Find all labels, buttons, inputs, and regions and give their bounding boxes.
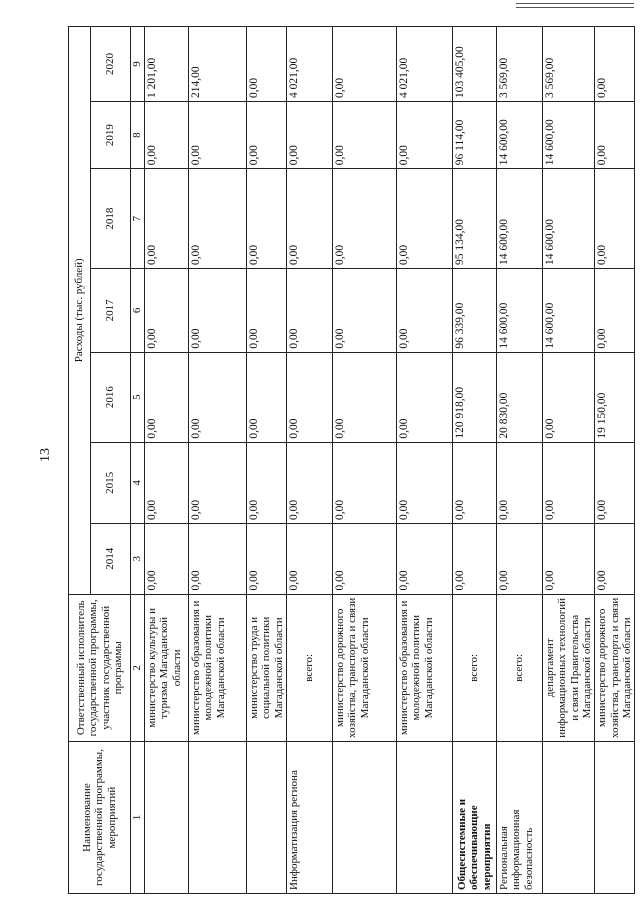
row-executor: министерство образования и молодежной политики Магаданской области <box>397 594 453 742</box>
header-year: 2019 <box>91 101 131 168</box>
header-year: 2018 <box>91 169 131 269</box>
row-value: 0,00 <box>595 524 635 595</box>
row-value: 3 569,00 <box>497 27 543 102</box>
row-value: 0,00 <box>287 442 333 523</box>
row-value: 0,00 <box>397 442 453 523</box>
row-value: 0,00 <box>247 169 287 269</box>
row-value: 0,00 <box>333 169 397 269</box>
row-value: 0,00 <box>247 269 287 353</box>
row-value: 0,00 <box>189 442 247 523</box>
row-name <box>189 742 247 894</box>
table-row <box>397 27 453 894</box>
row-value: 19 150,00 <box>595 352 635 442</box>
row-value: 1 201,00 <box>145 27 189 102</box>
row-value: 0,00 <box>189 352 247 442</box>
row-value: 0,00 <box>333 524 397 595</box>
rotated-table-container <box>68 26 633 894</box>
table-row <box>333 27 397 894</box>
row-value: 0,00 <box>247 442 287 523</box>
row-value: 0,00 <box>247 352 287 442</box>
row-value: 0,00 <box>287 101 333 168</box>
row-name: Общесистемные и обеспечивающие мероприятия <box>453 742 497 894</box>
row-value: 0,00 <box>397 352 453 442</box>
table-row <box>543 27 595 894</box>
row-value: 0,00 <box>397 169 453 269</box>
row-name <box>247 742 287 894</box>
header-year: 2017 <box>91 269 131 353</box>
header-year: 2015 <box>91 442 131 523</box>
row-value: 0,00 <box>145 101 189 168</box>
table-row <box>287 27 333 894</box>
column-number: 4 <box>131 442 145 523</box>
row-value: 14 600,00 <box>543 169 595 269</box>
row-value: 103 405,00 <box>453 27 497 102</box>
table-row <box>145 27 189 894</box>
row-value: 0,00 <box>247 101 287 168</box>
row-value: 0,00 <box>595 101 635 168</box>
table-row <box>497 27 543 894</box>
column-number: 6 <box>131 269 145 353</box>
row-value: 0,00 <box>287 269 333 353</box>
row-executor: министерство культуры и туризма Магаданской области <box>145 594 189 742</box>
row-executor: министерство образования и молодежной политики Магаданской области <box>189 594 247 742</box>
column-number: 5 <box>131 352 145 442</box>
column-number: 8 <box>131 101 145 168</box>
row-value: 0,00 <box>397 101 453 168</box>
row-value: 0,00 <box>287 524 333 595</box>
row-value: 0,00 <box>595 269 635 353</box>
row-name <box>333 742 397 894</box>
row-name: Информатизация региона <box>287 742 333 894</box>
column-number: 7 <box>131 169 145 269</box>
row-value: 96 114,00 <box>453 101 497 168</box>
row-value: 14 600,00 <box>543 269 595 353</box>
row-executor: департамент информационных технологий и связи Правительства Магаданской области <box>543 594 595 742</box>
row-value: 0,00 <box>247 524 287 595</box>
row-value: 0,00 <box>595 169 635 269</box>
row-value: 0,00 <box>543 352 595 442</box>
row-value: 0,00 <box>397 269 453 353</box>
row-value: 120 918,00 <box>453 352 497 442</box>
row-value: 0,00 <box>543 524 595 595</box>
row-value: 4 021,00 <box>287 27 333 102</box>
header-name: Наименование государственной программы, мероприятий <box>69 742 131 894</box>
row-value: 0,00 <box>333 101 397 168</box>
row-value: 0,00 <box>287 169 333 269</box>
row-value: 95 134,00 <box>453 169 497 269</box>
row-value: 0,00 <box>287 352 333 442</box>
header-year: 2020 <box>91 27 131 102</box>
row-value: 3 569,00 <box>543 27 595 102</box>
row-value: 0,00 <box>333 442 397 523</box>
row-value: 0,00 <box>189 269 247 353</box>
row-executor: всего: <box>287 594 333 742</box>
table-row <box>189 27 247 894</box>
row-executor: министерство труда и социальной политики Магаданской области <box>247 594 287 742</box>
row-value: 0,00 <box>145 169 189 269</box>
row-value: 0,00 <box>453 442 497 523</box>
row-name <box>397 742 453 894</box>
header-year: 2014 <box>91 524 131 595</box>
row-value: 0,00 <box>333 27 397 102</box>
row-value: 14 600,00 <box>497 169 543 269</box>
row-value: 0,00 <box>145 524 189 595</box>
expenses-table <box>68 26 635 894</box>
column-number: 2 <box>131 594 145 742</box>
row-value: 0,00 <box>397 524 453 595</box>
row-value: 0,00 <box>145 442 189 523</box>
row-executor: министерство дорожного хозяйства, транспорта и связи Магаданской области <box>333 594 397 742</box>
row-value: 96 339,00 <box>453 269 497 353</box>
header-expenses: Расходы (тыс. рублей) <box>69 27 91 595</box>
row-value: 0,00 <box>543 442 595 523</box>
top-rule-second <box>516 7 634 8</box>
row-name <box>543 742 595 894</box>
row-value: 0,00 <box>189 101 247 168</box>
row-value: 0,00 <box>453 524 497 595</box>
column-number: 1 <box>131 742 145 894</box>
row-value: 0,00 <box>145 269 189 353</box>
top-rule <box>516 3 634 4</box>
row-value: 0,00 <box>333 269 397 353</box>
row-value: 20 830,00 <box>497 352 543 442</box>
row-value: 0,00 <box>145 352 189 442</box>
row-value: 0,00 <box>333 352 397 442</box>
row-value: 0,00 <box>189 169 247 269</box>
column-number: 9 <box>131 27 145 102</box>
header-year: 2016 <box>91 352 131 442</box>
row-executor: министерство дорожного хозяйства, транспорта и связи Магаданской области <box>595 594 635 742</box>
row-value: 0,00 <box>595 442 635 523</box>
table-row <box>453 27 497 894</box>
row-value: 0,00 <box>247 27 287 102</box>
header-executor: Ответственный исполнитель государственной программы, участник государственной программы <box>69 594 131 742</box>
row-value: 0,00 <box>497 442 543 523</box>
row-value: 14 600,00 <box>497 269 543 353</box>
row-value: 14 600,00 <box>497 101 543 168</box>
row-name: Региональная информационная безопасность <box>497 742 543 894</box>
row-executor: всего: <box>497 594 543 742</box>
row-value: 4 021,00 <box>397 27 453 102</box>
row-value: 0,00 <box>595 27 635 102</box>
row-name <box>595 742 635 894</box>
table-row <box>247 27 287 894</box>
row-value: 0,00 <box>189 524 247 595</box>
row-value: 14 600,00 <box>543 101 595 168</box>
table-row <box>595 27 635 894</box>
page-number: 13 <box>38 448 53 462</box>
column-number: 3 <box>131 524 145 595</box>
row-value: 0,00 <box>497 524 543 595</box>
row-executor: всего: <box>453 594 497 742</box>
row-value: 214,00 <box>189 27 247 102</box>
row-name <box>145 742 189 894</box>
